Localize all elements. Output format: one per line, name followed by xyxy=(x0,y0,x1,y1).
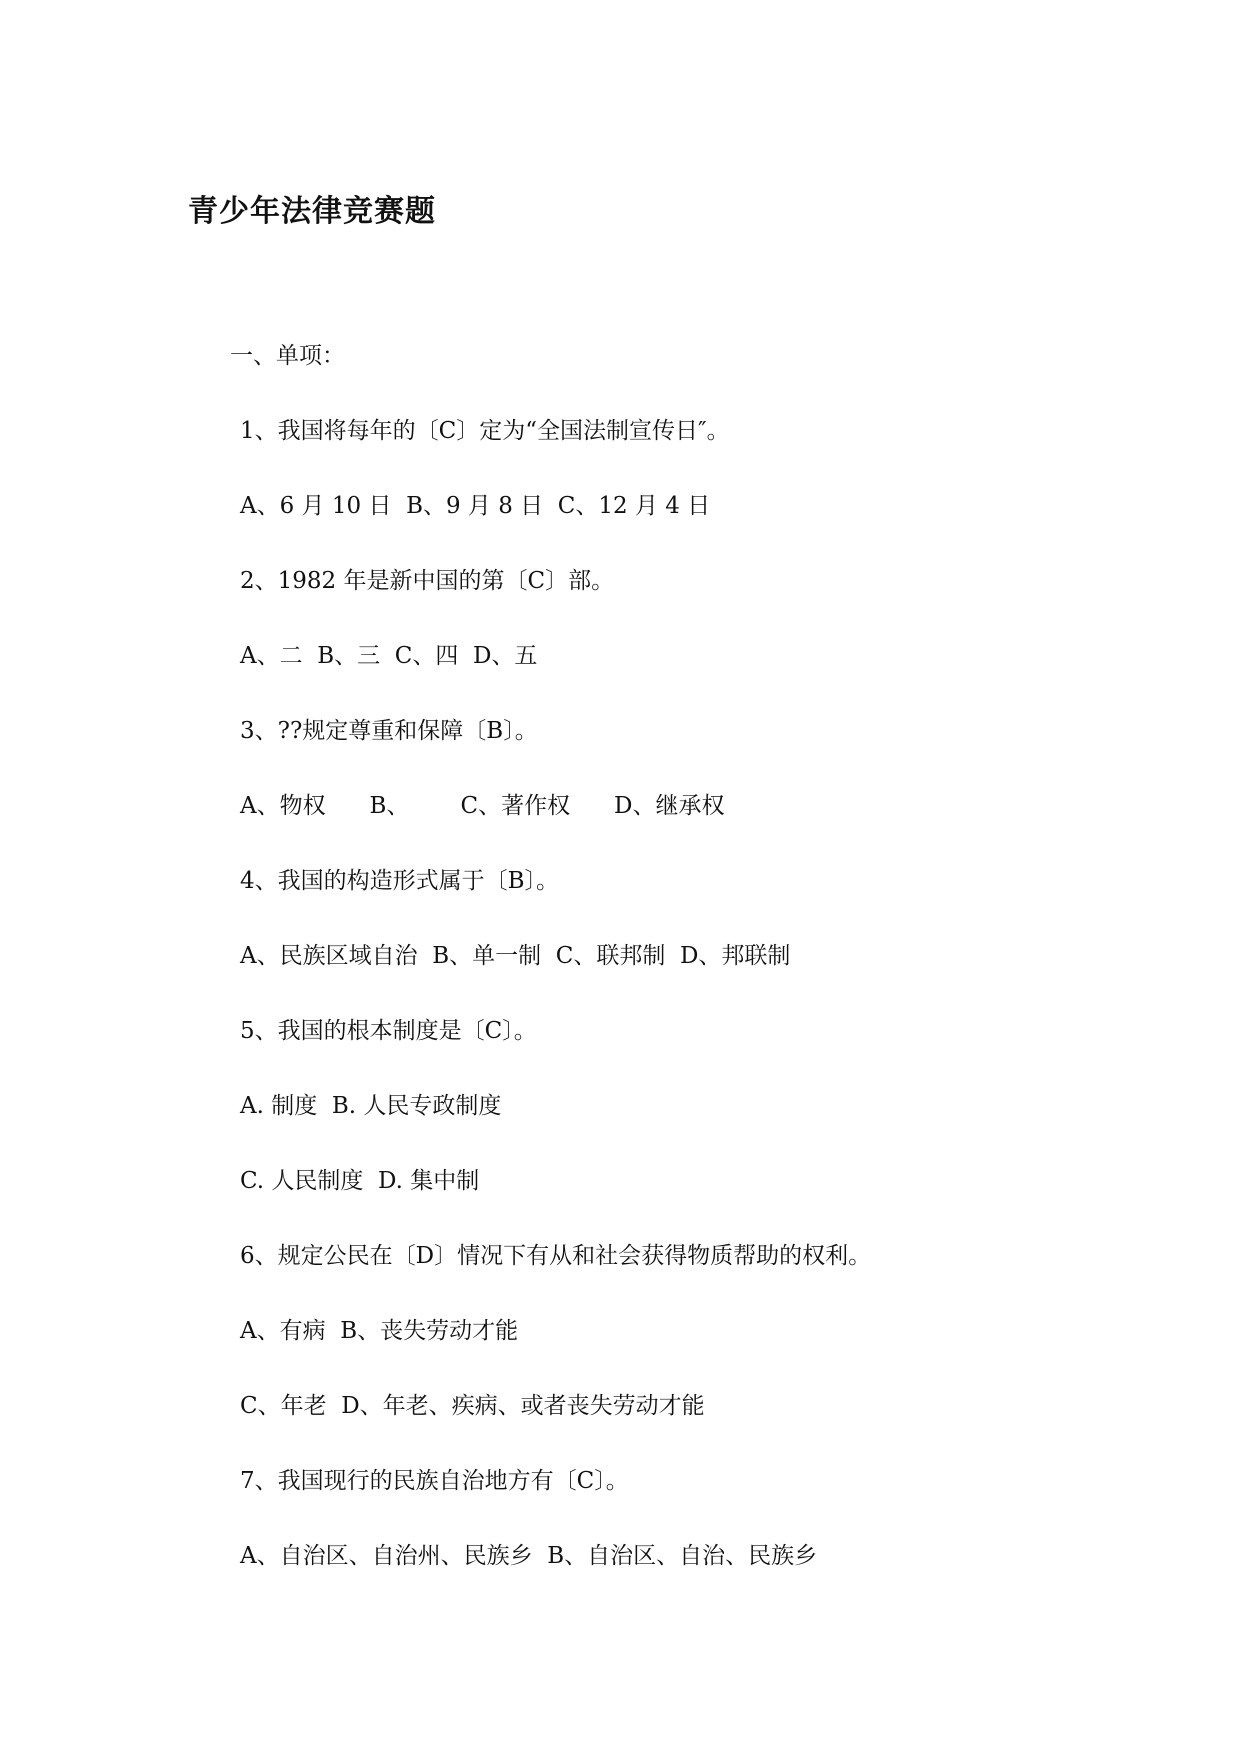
section-heading: 一、单项： xyxy=(230,343,345,369)
question-5-options-a-b: A. 制度 B. 人民专政制度 xyxy=(240,1093,502,1119)
question-1: 1、我国将每年的〔C〕定为“全国法制宣传日″。 xyxy=(240,418,730,444)
question-6-options-c-d: C、年老 D、年老、疾病、或者丧失劳动才能 xyxy=(240,1393,705,1419)
question-6-options-a-b: A、有病 B、丧失劳动才能 xyxy=(240,1318,519,1344)
question-3-options: A、物权 B、 C、著作权 D、继承权 xyxy=(240,793,725,819)
question-5: 5、我国的根本制度是〔C〕。 xyxy=(240,1018,537,1044)
question-5-options-c-d: C. 人民制度 D. 集中制 xyxy=(240,1168,480,1194)
question-7: 7、我国现行的民族自治地方有〔C〕。 xyxy=(240,1468,629,1494)
question-2: 2、1982 年是新中国的第〔C〕部。 xyxy=(240,568,615,594)
question-3: 3、??规定尊重和保障〔B〕。 xyxy=(240,718,538,744)
question-6: 6、规定公民在〔D〕情况下有从和社会获得物质帮助的权利。 xyxy=(240,1243,872,1269)
question-4: 4、我国的构造形式属于〔B〕。 xyxy=(240,868,560,894)
question-2-options: A、二 B、三 C、四 D、五 xyxy=(240,643,538,669)
question-7-options: A、自治区、自治州、民族乡 B、自治区、自治、民族乡 xyxy=(240,1543,818,1569)
document-title: 青少年法律竞赛题 xyxy=(188,194,436,229)
question-4-options: A、民族区域自治 B、单一制 C、联邦制 D、邦联制 xyxy=(240,943,791,969)
question-1-options: A、6 月 10 日 B、9 月 8 日 C、12 月 4 日 xyxy=(240,493,711,519)
